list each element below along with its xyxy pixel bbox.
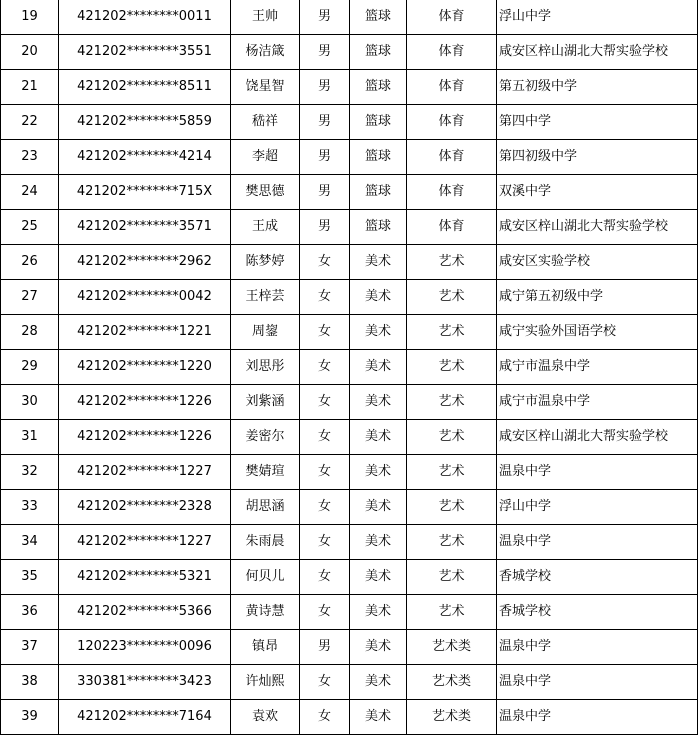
row-number-cell: 35 <box>1 560 59 595</box>
school-cell: 温泉中学 <box>497 525 698 560</box>
category-cell: 艺术 <box>407 245 497 280</box>
row-number-cell: 30 <box>1 385 59 420</box>
student-name-cell: 镇昂 <box>231 630 300 665</box>
id-number-cell: 421202********3571 <box>59 210 231 245</box>
specialty-cell: 美术 <box>350 700 407 735</box>
row-number-cell: 23 <box>1 140 59 175</box>
gender-cell: 女 <box>300 280 350 315</box>
category-cell: 艺术 <box>407 280 497 315</box>
id-number-cell: 421202********8511 <box>59 70 231 105</box>
gender-cell: 男 <box>300 0 350 35</box>
table-row <box>1 350 698 385</box>
student-name-cell: 嵇祥 <box>231 105 300 140</box>
table-row <box>1 210 698 245</box>
category-cell: 艺术 <box>407 385 497 420</box>
id-number-cell: 421202********1220 <box>59 350 231 385</box>
table-row <box>1 455 698 490</box>
table-row <box>1 70 698 105</box>
id-number-cell: 421202********715X <box>59 175 231 210</box>
student-name-cell: 樊婧瑄 <box>231 455 300 490</box>
row-number-cell: 25 <box>1 210 59 245</box>
specialty-cell: 篮球 <box>350 175 407 210</box>
gender-cell: 女 <box>300 420 350 455</box>
specialty-cell: 美术 <box>350 420 407 455</box>
student-name-cell: 陈梦婷 <box>231 245 300 280</box>
specialty-cell: 美术 <box>350 490 407 525</box>
id-number-cell: 421202********2328 <box>59 490 231 525</box>
school-cell: 浮山中学 <box>497 0 698 35</box>
specialty-cell: 美术 <box>350 315 407 350</box>
student-name-cell: 王帅 <box>231 0 300 35</box>
school-cell: 温泉中学 <box>497 455 698 490</box>
table-row <box>1 245 698 280</box>
school-cell: 温泉中学 <box>497 700 698 735</box>
category-cell: 艺术 <box>407 420 497 455</box>
specialty-cell: 篮球 <box>350 35 407 70</box>
student-name-cell: 王梓芸 <box>231 280 300 315</box>
id-number-cell: 421202********5859 <box>59 105 231 140</box>
row-number-cell: 19 <box>1 0 59 35</box>
student-name-cell: 周鋆 <box>231 315 300 350</box>
school-cell: 浮山中学 <box>497 490 698 525</box>
category-cell: 艺术 <box>407 455 497 490</box>
category-cell: 体育 <box>407 140 497 175</box>
specialty-cell: 美术 <box>350 280 407 315</box>
table-row <box>1 665 698 700</box>
id-number-cell: 421202********3551 <box>59 35 231 70</box>
category-cell: 体育 <box>407 35 497 70</box>
student-name-cell: 何贝儿 <box>231 560 300 595</box>
specialty-cell: 美术 <box>350 455 407 490</box>
row-number-cell: 34 <box>1 525 59 560</box>
id-number-cell: 421202********4214 <box>59 140 231 175</box>
school-cell: 第四中学 <box>497 105 698 140</box>
id-number-cell: 421202********1226 <box>59 385 231 420</box>
row-number-cell: 29 <box>1 350 59 385</box>
school-cell: 咸安区梓山湖北大帮实验学校 <box>497 35 698 70</box>
school-cell: 咸安区梓山湖北大帮实验学校 <box>497 420 698 455</box>
student-name-cell: 袁欢 <box>231 700 300 735</box>
table-row <box>1 700 698 735</box>
category-cell: 艺术 <box>407 595 497 630</box>
table-row <box>1 560 698 595</box>
specialty-cell: 美术 <box>350 665 407 700</box>
table-row <box>1 385 698 420</box>
category-cell: 艺术类 <box>407 700 497 735</box>
school-cell: 香城学校 <box>497 560 698 595</box>
school-cell: 温泉中学 <box>497 665 698 700</box>
category-cell: 艺术 <box>407 525 497 560</box>
specialty-cell: 篮球 <box>350 70 407 105</box>
table-body <box>1 0 698 735</box>
specialty-cell: 美术 <box>350 245 407 280</box>
school-cell: 香城学校 <box>497 595 698 630</box>
row-number-cell: 27 <box>1 280 59 315</box>
category-cell: 艺术 <box>407 490 497 525</box>
specialty-cell: 美术 <box>350 385 407 420</box>
school-cell: 温泉中学 <box>497 630 698 665</box>
student-name-cell: 王成 <box>231 210 300 245</box>
id-number-cell: 421202********5321 <box>59 560 231 595</box>
table-row <box>1 140 698 175</box>
table-row <box>1 315 698 350</box>
student-name-cell: 姜密尔 <box>231 420 300 455</box>
category-cell: 艺术类 <box>407 665 497 700</box>
school-cell: 咸宁市温泉中学 <box>497 350 698 385</box>
school-cell: 第四初级中学 <box>497 140 698 175</box>
table-row <box>1 630 698 665</box>
specialty-cell: 篮球 <box>350 0 407 35</box>
specialty-cell: 美术 <box>350 350 407 385</box>
id-number-cell: 330381********3423 <box>59 665 231 700</box>
school-cell: 咸宁实验外国语学校 <box>497 315 698 350</box>
gender-cell: 女 <box>300 385 350 420</box>
gender-cell: 女 <box>300 525 350 560</box>
table-row <box>1 595 698 630</box>
id-number-cell: 421202********1227 <box>59 455 231 490</box>
student-name-cell: 朱雨晨 <box>231 525 300 560</box>
category-cell: 体育 <box>407 175 497 210</box>
gender-cell: 女 <box>300 455 350 490</box>
id-number-cell: 421202********1227 <box>59 525 231 560</box>
table-row <box>1 525 698 560</box>
student-name-cell: 许灿熙 <box>231 665 300 700</box>
school-cell: 咸宁市温泉中学 <box>497 385 698 420</box>
gender-cell: 女 <box>300 560 350 595</box>
category-cell: 体育 <box>407 0 497 35</box>
id-number-cell: 421202********5366 <box>59 595 231 630</box>
specialty-cell: 篮球 <box>350 210 407 245</box>
gender-cell: 女 <box>300 490 350 525</box>
school-cell: 第五初级中学 <box>497 70 698 105</box>
category-cell: 艺术类 <box>407 630 497 665</box>
row-number-cell: 32 <box>1 455 59 490</box>
gender-cell: 女 <box>300 665 350 700</box>
gender-cell: 男 <box>300 35 350 70</box>
gender-cell: 男 <box>300 210 350 245</box>
row-number-cell: 31 <box>1 420 59 455</box>
specialty-cell: 篮球 <box>350 105 407 140</box>
category-cell: 艺术 <box>407 315 497 350</box>
table-row <box>1 0 698 35</box>
gender-cell: 女 <box>300 315 350 350</box>
gender-cell: 女 <box>300 245 350 280</box>
id-number-cell: 421202********0042 <box>59 280 231 315</box>
category-cell: 艺术 <box>407 560 497 595</box>
row-number-cell: 38 <box>1 665 59 700</box>
table-row <box>1 175 698 210</box>
table-row <box>1 420 698 455</box>
table-row <box>1 35 698 70</box>
gender-cell: 女 <box>300 350 350 385</box>
row-number-cell: 24 <box>1 175 59 210</box>
school-cell: 双溪中学 <box>497 175 698 210</box>
gender-cell: 女 <box>300 700 350 735</box>
school-cell: 咸安区梓山湖北大帮实验学校 <box>497 210 698 245</box>
category-cell: 体育 <box>407 210 497 245</box>
specialty-cell: 美术 <box>350 630 407 665</box>
specialty-cell: 美术 <box>350 595 407 630</box>
student-name-cell: 刘思彤 <box>231 350 300 385</box>
school-cell: 咸宁第五初级中学 <box>497 280 698 315</box>
student-name-cell: 饶星智 <box>231 70 300 105</box>
row-number-cell: 36 <box>1 595 59 630</box>
table-row <box>1 105 698 140</box>
gender-cell: 男 <box>300 140 350 175</box>
specialty-cell: 篮球 <box>350 140 407 175</box>
table-row <box>1 280 698 315</box>
gender-cell: 男 <box>300 175 350 210</box>
student-name-cell: 刘紫涵 <box>231 385 300 420</box>
category-cell: 体育 <box>407 105 497 140</box>
student-name-cell: 胡思涵 <box>231 490 300 525</box>
id-number-cell: 421202********1226 <box>59 420 231 455</box>
student-name-cell: 黄诗慧 <box>231 595 300 630</box>
category-cell: 体育 <box>407 70 497 105</box>
gender-cell: 男 <box>300 105 350 140</box>
table-row <box>1 490 698 525</box>
gender-cell: 女 <box>300 595 350 630</box>
student-name-cell: 李超 <box>231 140 300 175</box>
id-number-cell: 421202********0011 <box>59 0 231 35</box>
id-number-cell: 421202********1221 <box>59 315 231 350</box>
row-number-cell: 39 <box>1 700 59 735</box>
row-number-cell: 26 <box>1 245 59 280</box>
specialty-cell: 美术 <box>350 560 407 595</box>
row-number-cell: 37 <box>1 630 59 665</box>
specialty-cell: 美术 <box>350 525 407 560</box>
id-number-cell: 421202********2962 <box>59 245 231 280</box>
row-number-cell: 21 <box>1 70 59 105</box>
id-number-cell: 421202********7164 <box>59 700 231 735</box>
id-number-cell: 120223********0096 <box>59 630 231 665</box>
student-name-cell: 杨洁箴 <box>231 35 300 70</box>
row-number-cell: 28 <box>1 315 59 350</box>
gender-cell: 男 <box>300 630 350 665</box>
row-number-cell: 20 <box>1 35 59 70</box>
student-name-cell: 樊思德 <box>231 175 300 210</box>
row-number-cell: 33 <box>1 490 59 525</box>
row-number-cell: 22 <box>1 105 59 140</box>
school-cell: 咸安区实验学校 <box>497 245 698 280</box>
category-cell: 艺术 <box>407 350 497 385</box>
gender-cell: 男 <box>300 70 350 105</box>
